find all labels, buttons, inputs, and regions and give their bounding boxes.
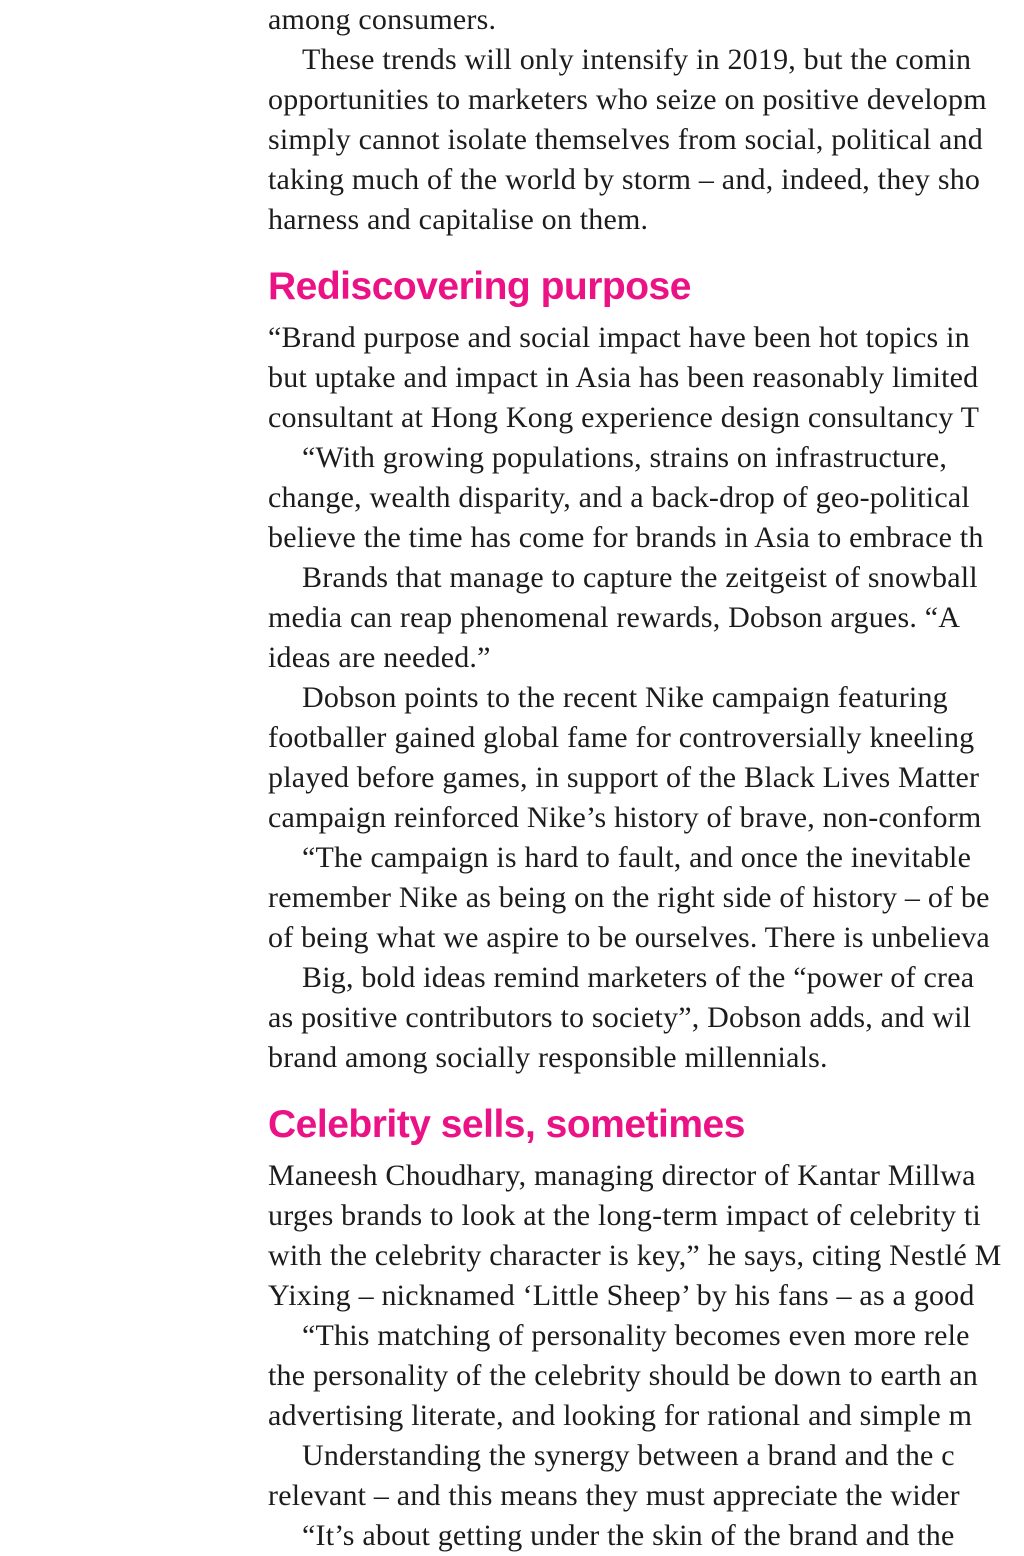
article-text-line: Dobson points to the recent Nike campaign featuring [302, 681, 948, 714]
article-text-line: believe the time has come for brands in Asia to embrace th [268, 521, 984, 554]
article-text-line: “Brand purpose and social impact have been hot topics in [268, 321, 970, 354]
article-text-line: “This matching of personality becomes even more rele [302, 1319, 970, 1352]
article-text-line: of being what we aspire to be ourselves. There is unbelieva [268, 921, 990, 954]
article-text-line: remember Nike as being on the right side of history – of be [268, 881, 990, 914]
article-text-line: Yixing – nicknamed ‘Little Sheep’ by his fans – as a good [268, 1279, 975, 1312]
article-text-line: footballer gained global fame for controversially kneeling [268, 721, 975, 754]
article-text-line: media can reap phenomenal rewards, Dobson argues. “A [268, 601, 961, 634]
article-text-line: Big, bold ideas remind marketers of the “power of crea [302, 961, 975, 994]
paragraph-block [268, 0, 1024, 240]
article-text-line: These trends will only intensify in 2019, but the comin [302, 43, 972, 76]
article-text-line: harness and capitalise on them. [268, 203, 649, 236]
article-text-line: “It’s about getting under the skin of the brand and the [302, 1519, 955, 1552]
article-text-line: with the celebrity character is key,” he says, citing Nestlé M [268, 1239, 1002, 1272]
article-text-line: brand among socially responsible millennials. [268, 1041, 828, 1074]
article-text-line: opportunities to marketers who seize on positive developm [268, 83, 987, 116]
section-heading: Rediscovering purpose [268, 265, 691, 308]
article-text-line: among consumers. [268, 3, 497, 36]
article-text-line: the personality of the celebrity should be down to earth an [268, 1359, 978, 1392]
article-text-line: consultant at Hong Kong experience design consultancy T [268, 401, 980, 434]
section-heading: Celebrity sells, sometimes [268, 1103, 745, 1146]
paragraph-block [268, 318, 1024, 1078]
article-text-line: Understanding the synergy between a brand and the c [302, 1439, 955, 1472]
article-text-column [268, 0, 1024, 1556]
article-text-line: campaign reinforced Nike’s history of brave, non-conform [268, 801, 982, 834]
article-text-line: but uptake and impact in Asia has been reasonably limited [268, 361, 979, 394]
paragraph-block [268, 1156, 1024, 1556]
article-text-line: as positive contributors to society”, Dobson adds, and wil [268, 1001, 972, 1034]
article-text-line: “With growing populations, strains on infrastructure, [302, 441, 948, 474]
article-text-line: Brands that manage to capture the zeitgeist of snowball [302, 561, 978, 594]
article-text-line: Maneesh Choudhary, managing director of Kantar Millwa [268, 1159, 976, 1192]
article-text-line: advertising literate, and looking for rational and simple m [268, 1399, 973, 1432]
article-text-line: change, wealth disparity, and a back-drop of geo-political [268, 481, 970, 514]
article-text-line: “The campaign is hard to fault, and once the inevitable [302, 841, 972, 874]
article-text-line: simply cannot isolate themselves from social, political and [268, 123, 983, 156]
article-text-line: relevant – and this means they must appreciate the wider [268, 1479, 960, 1512]
article-text-line: ideas are needed.” [268, 641, 491, 674]
article-text-line: played before games, in support of the Black Lives Matter [268, 761, 980, 794]
article-text-line: urges brands to look at the long-term impact of celebrity ti [268, 1199, 981, 1232]
article-text-line: taking much of the world by storm – and, indeed, they sho [268, 163, 981, 196]
